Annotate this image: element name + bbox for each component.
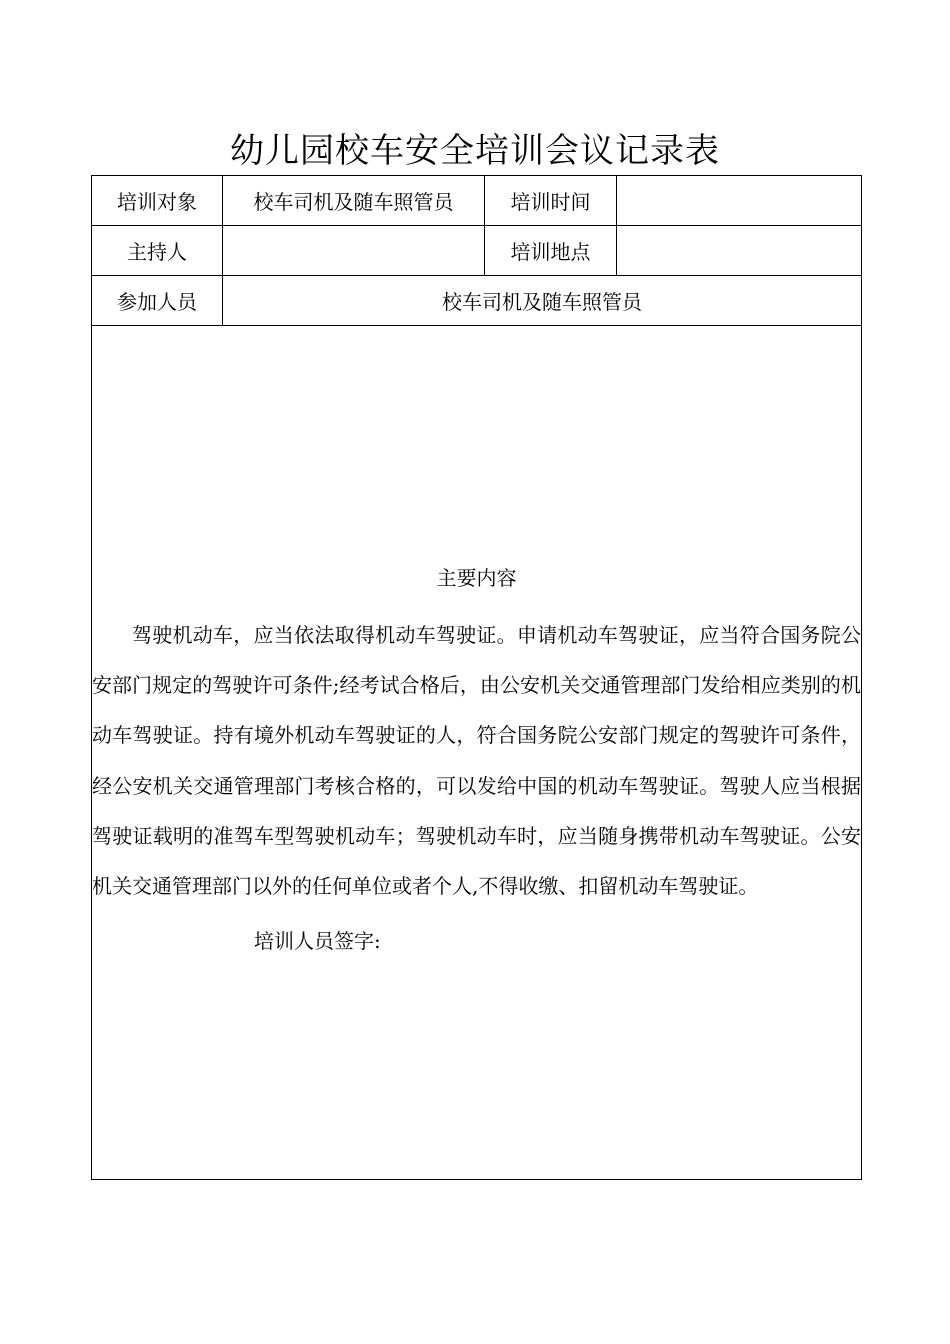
- training-target-value: 校车司机及随车照管员: [223, 176, 485, 226]
- trainer-signature-label: 培训人员签字:: [254, 929, 381, 954]
- table-row: [92, 176, 862, 226]
- participants-value: 校车司机及随车照管员: [223, 276, 862, 326]
- training-location-label: 培训地点: [485, 226, 617, 276]
- main-content-body: 驾驶机动车，应当依法取得机动车驾驶证。申请机动车驾驶证，应当符合国务院公安部门规定的驾驶许可条件;经考试合格后，由公安机关交通管理部门发给相应类别的机动车驾驶证。持有境外机动车驾驶证的人，符合国务院公安部门规定的驾驶许可条件，经公安机关交通管理部门考核合格的，可以发给中国的机动车驾驶证。驾驶人应当根据驾驶证载明的准驾车型驾驶机动车；驾驶机动车时，应当随身携带机动车驾驶证。公安机关交通管理部门以外的任何单位或者个人,不得收缴、扣留机动车驾驶证。: [92, 622, 861, 899]
- host-value: [223, 226, 485, 276]
- host-label: 主持人: [92, 226, 223, 276]
- training-time-label: 培训时间: [485, 176, 617, 226]
- training-location-value: [617, 226, 862, 276]
- training-target-label: 培训对象: [92, 176, 223, 226]
- table-row: [92, 326, 862, 1180]
- document-title: 幼儿园校车安全培训会议记录表: [230, 131, 720, 171]
- table-row: [92, 276, 862, 326]
- training-time-value: [617, 176, 862, 226]
- meeting-record-table: [91, 175, 862, 1180]
- main-content-heading: 主要内容: [436, 565, 517, 590]
- participants-label: 参加人员: [92, 276, 223, 326]
- main-content-cell: [92, 326, 862, 1180]
- table-row: [92, 226, 862, 276]
